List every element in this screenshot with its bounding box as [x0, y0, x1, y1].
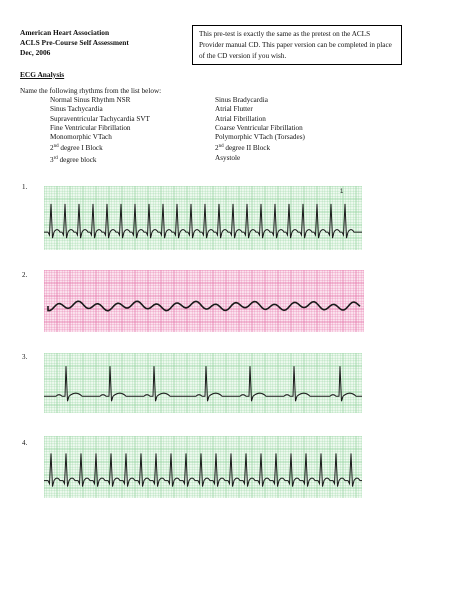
- rhythm-list-right: [215, 96, 305, 163]
- instructions: Name the following rhythms from the list below:: [20, 87, 162, 95]
- ecg-strip-4: [44, 436, 362, 498]
- rhythm-option: 3rd degree block: [50, 155, 97, 164]
- header-organization: American Heart Association: [20, 28, 110, 37]
- rhythm-option: Normal Sinus Rhythm NSR: [50, 96, 131, 104]
- ecg-strip-3: [44, 353, 362, 413]
- header-date: Dec, 2006: [20, 48, 51, 57]
- rhythm-option: 2nd degree I Block: [50, 144, 103, 153]
- header-title: ACLS Pre-Course Self Assessment: [20, 38, 129, 47]
- question-number: 3.: [22, 353, 28, 361]
- pretest-note-text: This pre-test is exactly the same as the pretest on the ACLS Provider manual CD. This paper version can be completed in place of the CD version if you wish.: [199, 30, 392, 60]
- rhythm-option: Monomorphic VTach: [50, 133, 112, 142]
- rhythm-list-left: [50, 96, 150, 165]
- section-title: ECG Analysis: [20, 70, 65, 79]
- ecg-strip-1: [44, 186, 362, 250]
- assessment-header: [20, 28, 129, 58]
- ecg-strip-2: [44, 270, 364, 332]
- rhythm-option: Polymorphic VTach (Torsades): [215, 133, 305, 142]
- strip-marker: 1: [340, 189, 344, 195]
- question-number: 2.: [22, 271, 28, 279]
- rhythm-option: Sinus Tachycardia: [50, 105, 103, 114]
- rhythm-option: Atrial Flutter: [215, 105, 253, 114]
- question-number: 1.: [22, 183, 28, 191]
- pretest-note-box: [192, 25, 402, 65]
- rhythm-option: Sinus Bradycardia: [215, 96, 268, 104]
- rhythm-option: Supraventricular Tachycardia SVT: [50, 114, 150, 123]
- rhythm-option: Asystole: [215, 153, 241, 162]
- question-number: 4.: [22, 439, 28, 447]
- rhythm-option: Coarse Ventricular Fibrillation: [215, 123, 303, 132]
- rhythm-option: Atrial Fibrillation: [215, 114, 266, 123]
- rhythm-option: 2nd degree II Block: [215, 144, 271, 153]
- rhythm-option: Fine Ventricular Fibrillation: [50, 123, 131, 132]
